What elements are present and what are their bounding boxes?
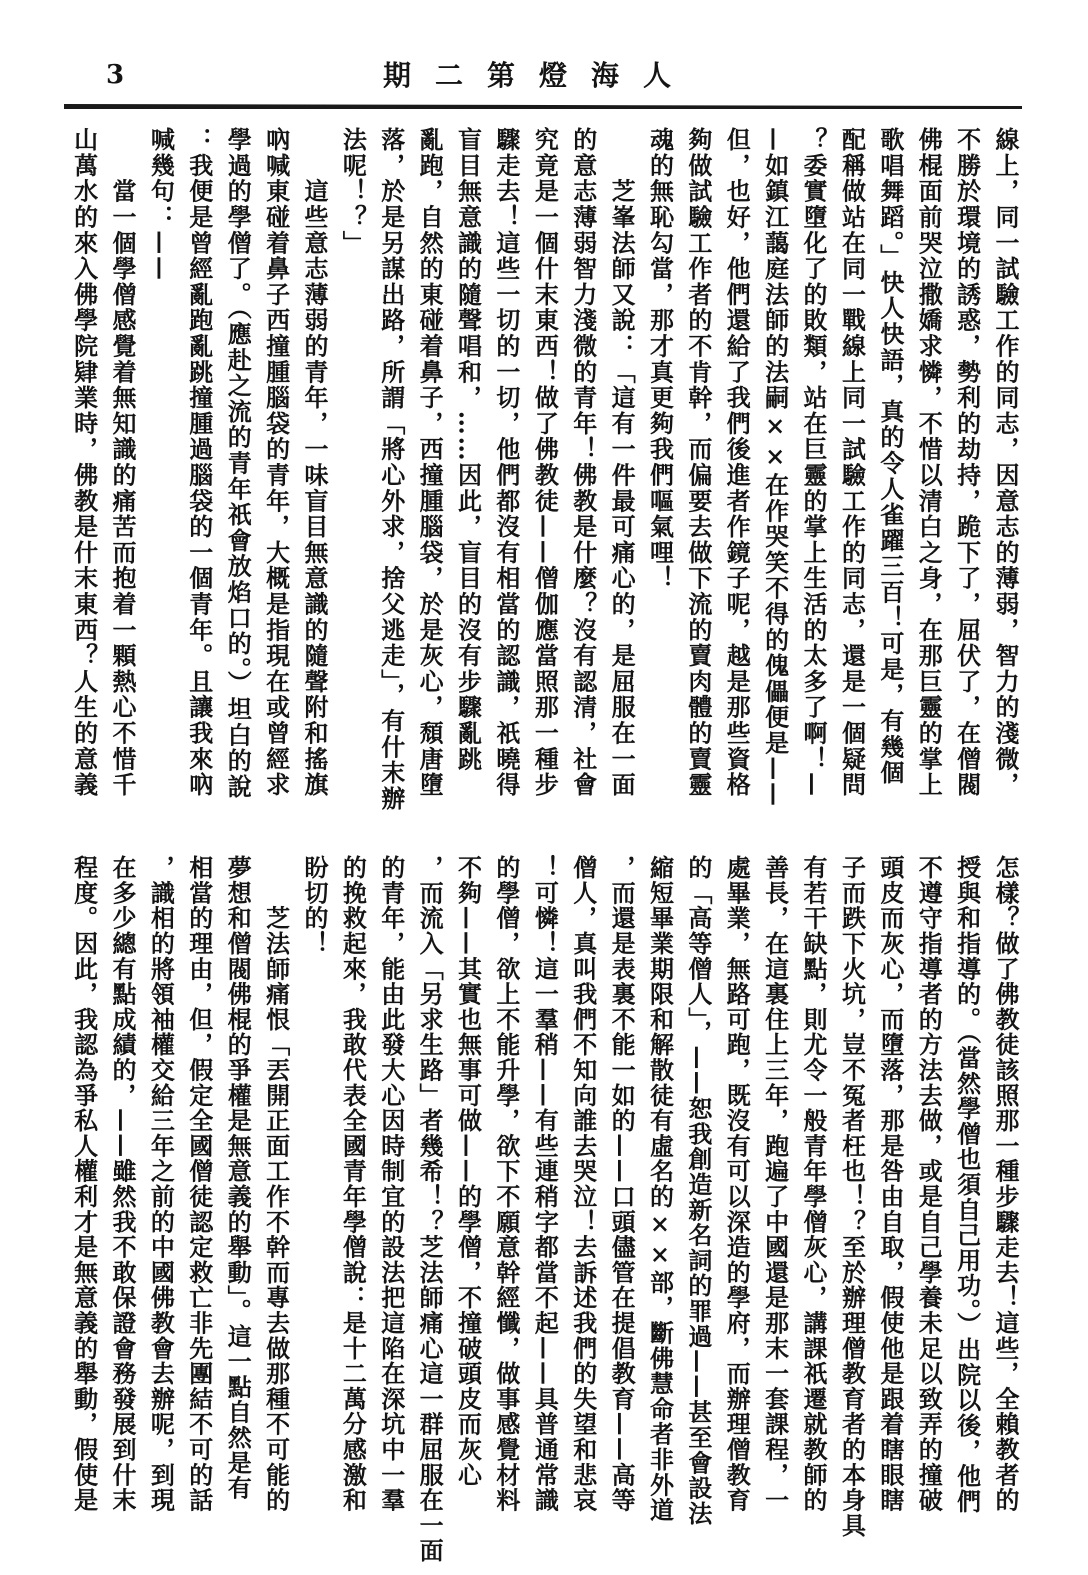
text-column: ：我便是曾經亂跑亂跳撞腫過腦袋的一個青年。且讓我來吶 <box>184 127 214 798</box>
text-column: 縮短畢業期限和解散徒有虛名的××部，斷佛慧命者非外道 <box>645 855 675 1523</box>
lower-text-section <box>64 855 1024 1564</box>
text-column: 的「高等僧人」，——恕我創造新名詞的罪過——甚至會設法 <box>683 855 713 1527</box>
text-column: 夢想和僧閥佛棍的爭權是無意義的舉動」。這一點自然是有 <box>223 855 253 1501</box>
text-column: 吶喊東碰着鼻子西撞腫腦袋的青年，大概是指現在或曾經求 <box>261 127 291 798</box>
text-column: 魂的無恥勾當，那才真更夠我們嘔氣哩！ <box>645 127 675 592</box>
text-column: 程度。因此，我認為爭私人權利才是無意義的舉動，假使是 <box>69 855 99 1513</box>
text-column: 處畢業，無路可跑，既沒有可以深造的學府，而辦理僧教育 <box>722 855 752 1513</box>
text-column: 怎樣？做了佛教徒該照那一種步驟走去！這些，全賴教者的 <box>991 855 1020 1513</box>
text-column: 子而跌下火坑，豈不冤者枉也！？至於辦理僧教育者的本身具 <box>837 855 867 1539</box>
text-column: 佛棍面前哭泣撒嬌求憐，不惜以清白之身，在那巨靈的掌上 <box>914 127 944 798</box>
text-column: 芝法師痛恨「丟開正面工作不幹而專去做那種不可能的 <box>261 855 291 1513</box>
text-column: 落，於是另謀出路，所謂「將心外求，捨父逃走」，有什末辦 <box>376 127 406 812</box>
text-column: 亂跑，自然的東碰着鼻子，西撞腫腦袋，於是灰心，頹唐墮 <box>415 127 445 798</box>
text-column: 歌唱舞蹈。」快人快語，真的令人雀躍三百！可是，有幾個 <box>875 127 905 786</box>
page-number: 3 <box>106 60 125 90</box>
text-column: 究竟是一個什末東西！做了佛教徒——僧伽應當照那一種步 <box>530 127 560 798</box>
text-column: 授與和指導的。（當然學僧也須自己用功。）出院以後，他們 <box>952 855 982 1515</box>
upper-text-section <box>64 127 1024 817</box>
text-column: 配稱做站在同一戰線上同一試驗工作的同志，還是一個疑問 <box>837 127 867 798</box>
text-column: ，而還是表裏不能一如的——口頭儘管在提倡教育——高等 <box>607 855 637 1513</box>
text-column: 但，也好，他們還給了我們後進者作鏡子呢，越是那些資格 <box>722 127 752 798</box>
text-column: 在多少總有點成績的，——雖然我不敢保證會務發展到什末 <box>108 855 138 1513</box>
text-column: 夠做試驗工作者的不肯幹，而偏要去做下流的賣肉體的賣靈 <box>683 127 713 798</box>
text-column: 學過的學僧了。（應赴之流的青年祇會放焰口的。）坦白的說 <box>223 127 253 800</box>
text-column: 不勝於環境的誘惑，勢利的劫持，跪下了，屈伏了，在僧閥 <box>952 127 982 798</box>
text-column: 盲目無意識的隨聲唱和，……因此，盲目的沒有步驟亂跳 <box>453 127 483 772</box>
text-column: 芝峯法師又說：「這有一件最可痛心的，是屈服在一面 <box>607 127 637 798</box>
text-column: 頭皮而灰心，而墮落，那是咎由自取，假使他是跟着瞎眼瞎 <box>875 855 905 1513</box>
publication-title: 人海燈第二期 <box>383 59 696 92</box>
text-column: 盼切的！ <box>299 855 329 957</box>
text-column: 線上，同一試驗工作的同志，因意志的薄弱，智力的淺微， <box>991 127 1020 798</box>
text-column: 山萬水的來入佛學院肄業時，佛教是什末東西？人生的意義 <box>69 127 99 798</box>
text-column: 法呢！？」 <box>338 127 368 256</box>
text-column: 的意志薄弱智力淺微的青年！佛教是什麼？沒有認清，社會 <box>568 127 598 798</box>
text-column: 當一個學僧感覺着無知識的痛苦而抱着一顆熱心不惜千 <box>108 127 138 798</box>
text-column: 的挽救起來，我敢代表全國青年學僧說：是十二萬分感激和 <box>338 855 368 1513</box>
text-column: —如鎮江藹庭法師的法嗣××在作哭笑不得的傀儡便是—— <box>760 127 790 808</box>
text-column: ，識相的將領袖權交給三年之前的中國佛教會去辦呢，到現 <box>146 855 176 1513</box>
text-column: 有若干缺點，則尤令一般青年學僧灰心，講課祇遷就教師的 <box>799 855 829 1513</box>
text-column: 不遵守指導者的方法去做，或是自己學養未足以致弄的撞破 <box>914 855 944 1513</box>
text-column: 驟走去！這些一切的一切，他們都沒有相當的認識，祇曉得 <box>491 127 521 798</box>
text-column: 不夠——其實也無事可做——的學僧，不撞破頭皮而灰心 <box>453 855 483 1488</box>
text-column: 的學僧，欲上不能升學，欲下不願意幹經懺，做事感覺材料 <box>491 855 521 1513</box>
text-column: 相當的理由，但，假定全國僧徒認定救亡非先團結不可的話 <box>184 855 214 1513</box>
text-column: 這些意志薄弱的青年，一味盲目無意識的隨聲附和搖旗 <box>299 127 329 798</box>
text-column: 善長，在這裏住上三年，跑遍了中國還是那末一套課程，一 <box>760 855 790 1513</box>
text-column: 僧人，真叫我們不知向誰去哭泣！去訴述我們的失望和悲哀 <box>568 855 598 1513</box>
text-column: ？委實墮化了的敗類，站在巨靈的掌上生活的太多了啊！— <box>799 127 829 798</box>
text-column: 的青年，能由此發大心因時制宜的設法把這陷在深坑中一羣 <box>376 855 406 1513</box>
text-column: ，而流入「另求生路」者幾希！？芝法師痛心這一群屈服在一面 <box>415 855 445 1564</box>
text-column: 喊幾句：—— <box>146 127 176 282</box>
text-column: ！可憐！這一羣稍——有些連稍字都當不起——具普通常識 <box>530 855 560 1513</box>
